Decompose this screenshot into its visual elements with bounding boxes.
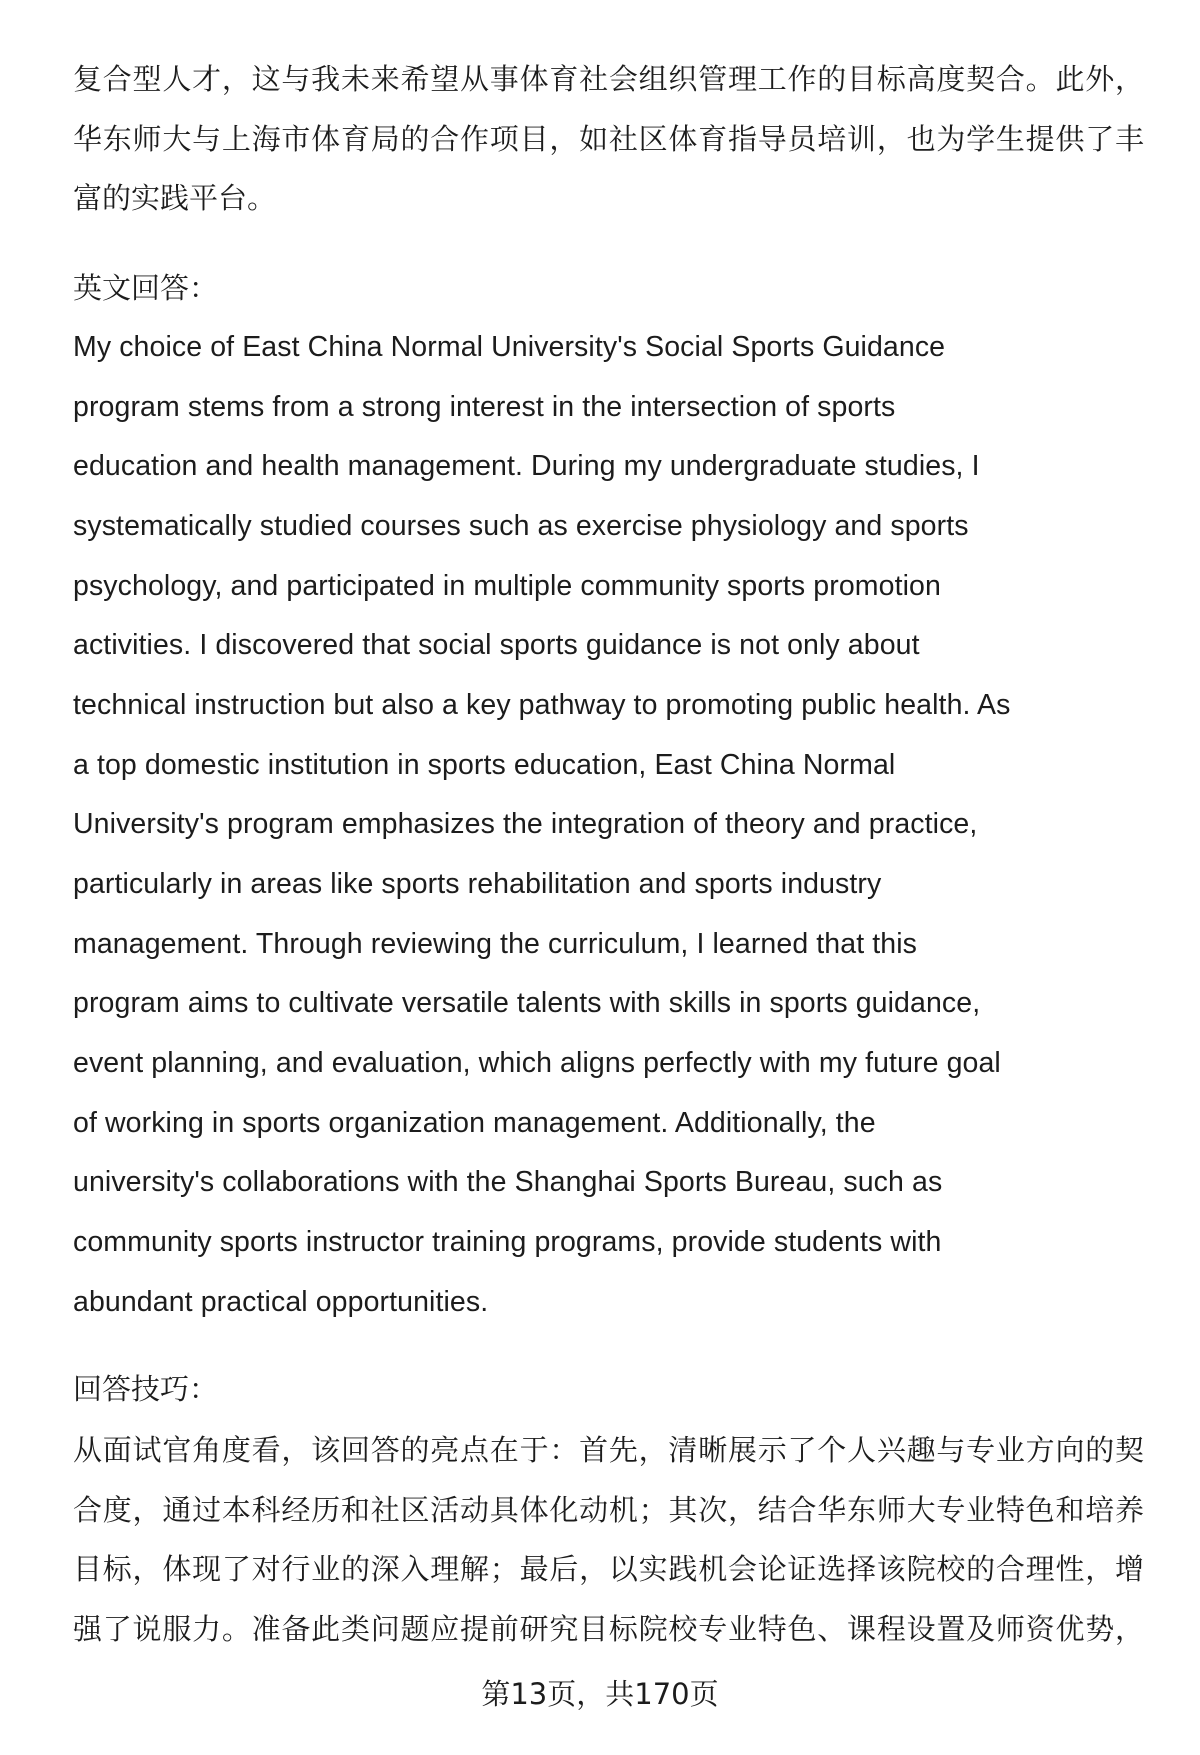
answer-tips-heading	[73, 1360, 1144, 1420]
paragraph-line: university's collaborations with the Shanghai Sports Bureau, such as	[73, 1166, 943, 1199]
paragraph-line: University's program emphasizes the integration of theory and practice,	[73, 808, 978, 841]
paragraph-line: of working in sports organization management. Additionally, the	[73, 1106, 876, 1139]
paragraph-line: community sports instructor training programs, provide students with	[73, 1225, 942, 1258]
paragraph-line: particularly in areas like sports rehabilitation and sports industry	[73, 867, 882, 900]
section-heading: 回答技巧：	[73, 1372, 219, 1406]
paragraph-line: 复合型人才，这与我未来希望从事体育社会组织管理工作的目标高度契合。此外，	[73, 62, 1144, 96]
answer-tips-body	[73, 1421, 1144, 1660]
paragraph-line: management. Through reviewing the curriculum, I learned that this	[73, 927, 917, 960]
paragraph-line: technical instruction but also a key pathway to promoting public health. As	[73, 688, 1011, 721]
paragraph-line: psychology, and participated in multiple community sports promotion	[73, 569, 941, 602]
continued-paragraph	[73, 50, 1144, 229]
paragraph-line: education and health management. During my undergraduate studies, I	[73, 450, 980, 483]
paragraph-line: My choice of East China Normal University's Social Sports Guidance	[73, 331, 946, 363]
paragraph-line: abundant practical opportunities.	[73, 1285, 489, 1318]
paragraph-line: 富的实践平台。	[73, 181, 277, 216]
paragraph-line: a top domestic institution in sports education, East China Normal	[73, 748, 896, 781]
paragraph-line: 华东师大与上海市体育局的合作项目，如社区体育指导员培训，也为学生提供了丰	[73, 121, 1144, 156]
paragraph-line: 目标，体现了对行业的深入理解；最后，以实践机会论证选择该院校的合理性，增	[73, 1552, 1144, 1587]
paragraph-line: program aims to cultivate versatile talents with skills in sports guidance,	[73, 987, 981, 1020]
paragraph-line: 从面试官角度看，该回答的亮点在于：首先，清晰展示了个人兴趣与专业方向的契	[73, 1433, 1144, 1467]
paragraph-line: 强了说服力。准备此类问题应提前研究目标院校专业特色、课程设置及师资优势，	[73, 1611, 1144, 1646]
paragraph-line: program stems from a strong interest in the intersection of sports	[73, 390, 896, 423]
english-answer-heading	[73, 259, 1144, 319]
page-number: 第13页，共170页	[481, 1677, 719, 1711]
paragraph-line: event planning, and evaluation, which aligns perfectly with my future goal	[73, 1046, 1001, 1079]
section-heading: 英文回答：	[73, 271, 219, 305]
paragraph-line: systematically studied courses such as exercise physiology and sports	[73, 509, 969, 542]
english-answer-body	[73, 318, 1144, 1332]
paragraph-line: 合度，通过本科经历和社区活动具体化动机；其次，结合华东师大专业特色和培养	[73, 1492, 1144, 1527]
paragraph-line: activities. I discovered that social sports guidance is not only about	[73, 629, 920, 662]
